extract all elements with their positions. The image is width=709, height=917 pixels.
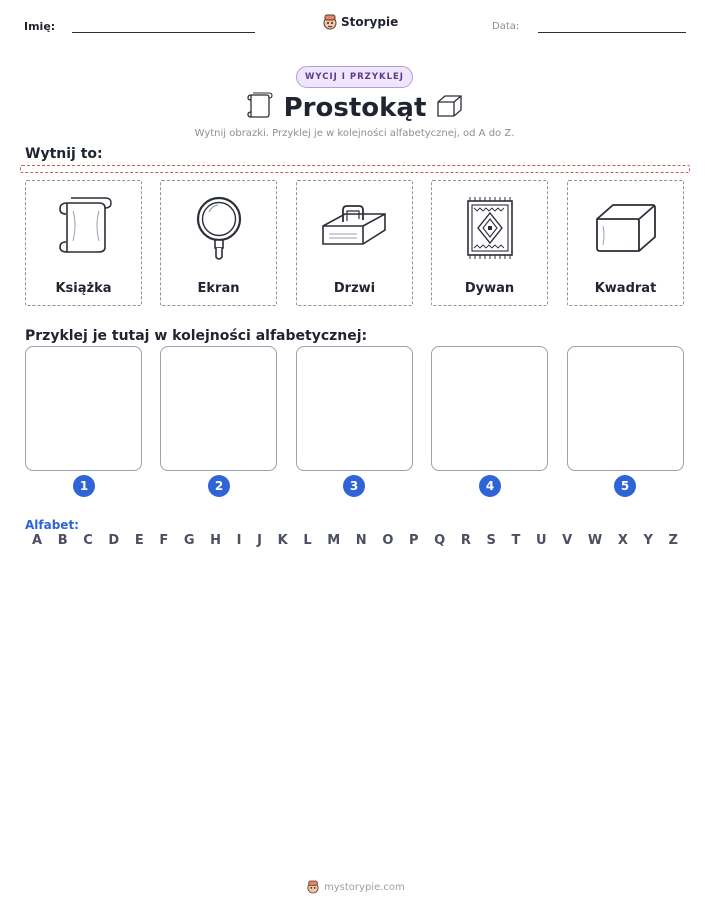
cube-icon [591, 199, 661, 257]
footer-site[interactable]: mystorypie.com [324, 881, 405, 893]
alphabet-letter: F [159, 533, 169, 548]
alphabet-letter: P [409, 533, 419, 548]
date-line[interactable] [538, 32, 686, 33]
cut-section-label: Wytnij to: [25, 146, 103, 162]
alphabet-row [32, 533, 678, 548]
date-label: Data: [492, 21, 520, 32]
paste-slot-4[interactable] [431, 346, 548, 471]
card-label: Kwadrat [594, 281, 657, 296]
alphabet-letter: O [382, 533, 394, 548]
paste-slot-2[interactable] [160, 346, 277, 471]
page-title: Prostokąt [283, 93, 427, 123]
alphabet-letter: M [327, 533, 341, 548]
alphabet-letter: T [511, 533, 521, 548]
alphabet-letter: U [535, 533, 547, 548]
instructions: Wytnij obrazki. Przyklej je w kolejności alfabetycznej, od A do Z. [194, 128, 515, 139]
card-label: Dywan [464, 281, 515, 296]
title-scroll-icon [245, 91, 273, 125]
cut-card-kwadrat[interactable] [567, 180, 684, 306]
alphabet-letter: W [587, 533, 603, 548]
alphabet-letter: K [277, 533, 288, 548]
brick-icon [319, 200, 391, 256]
brand-logo [323, 14, 398, 30]
scroll-icon [53, 195, 115, 261]
alphabet-letter: A [32, 533, 43, 548]
alphabet-letter: J [257, 533, 262, 548]
paste-slot-3[interactable] [296, 346, 413, 471]
title-cube-icon [434, 93, 464, 123]
rug-icon [462, 195, 518, 261]
name-label: Imię: [24, 20, 56, 33]
cut-line [20, 165, 690, 173]
alphabet-letter: N [355, 533, 367, 548]
alphabet-letter: V [562, 533, 573, 548]
alphabet-letter: Q [434, 533, 446, 548]
cut-card-drzwi[interactable] [296, 180, 413, 306]
alphabet-letter: S [486, 533, 496, 548]
storypie-mascot-icon [323, 14, 337, 30]
alphabet-letter: R [460, 533, 471, 548]
mirror-icon [188, 193, 250, 263]
alphabet-label: Alfabet: [25, 518, 79, 532]
paste-slot-5[interactable] [567, 346, 684, 471]
activity-tag: WYCIJ I PRZYKLEJ [296, 66, 413, 88]
alphabet-letter: D [108, 533, 120, 548]
card-label: Ekran [197, 281, 240, 296]
brand-name: Storypie [341, 15, 399, 29]
cut-card-ekran[interactable] [160, 180, 277, 306]
alphabet-letter: Z [668, 533, 678, 548]
alphabet-letter: B [57, 533, 68, 548]
name-line[interactable] [72, 32, 255, 33]
cut-card-dywan[interactable] [431, 180, 548, 306]
slot-number-1: 1 [73, 475, 95, 497]
paste-section-label: Przyklej je tutaj w kolejności alfabetycznej: [25, 328, 368, 344]
slot-number-5: 5 [614, 475, 636, 497]
card-label: Książka [55, 281, 112, 296]
alphabet-letter: C [83, 533, 93, 548]
slot-number-2: 2 [208, 475, 230, 497]
footer [307, 880, 405, 894]
alphabet-letter: E [134, 533, 144, 548]
card-label: Drzwi [333, 281, 376, 296]
storypie-mascot-icon [307, 880, 319, 894]
cut-card-ksiazka[interactable] [25, 180, 142, 306]
alphabet-letter: X [617, 533, 628, 548]
alphabet-letter: Y [643, 533, 653, 548]
paste-slot-1[interactable] [25, 346, 142, 471]
alphabet-letter: L [303, 533, 312, 548]
alphabet-letter: G [183, 533, 195, 548]
slot-number-4: 4 [479, 475, 501, 497]
alphabet-letter: I [236, 533, 242, 548]
alphabet-letter: H [210, 533, 222, 548]
slot-number-3: 3 [343, 475, 365, 497]
